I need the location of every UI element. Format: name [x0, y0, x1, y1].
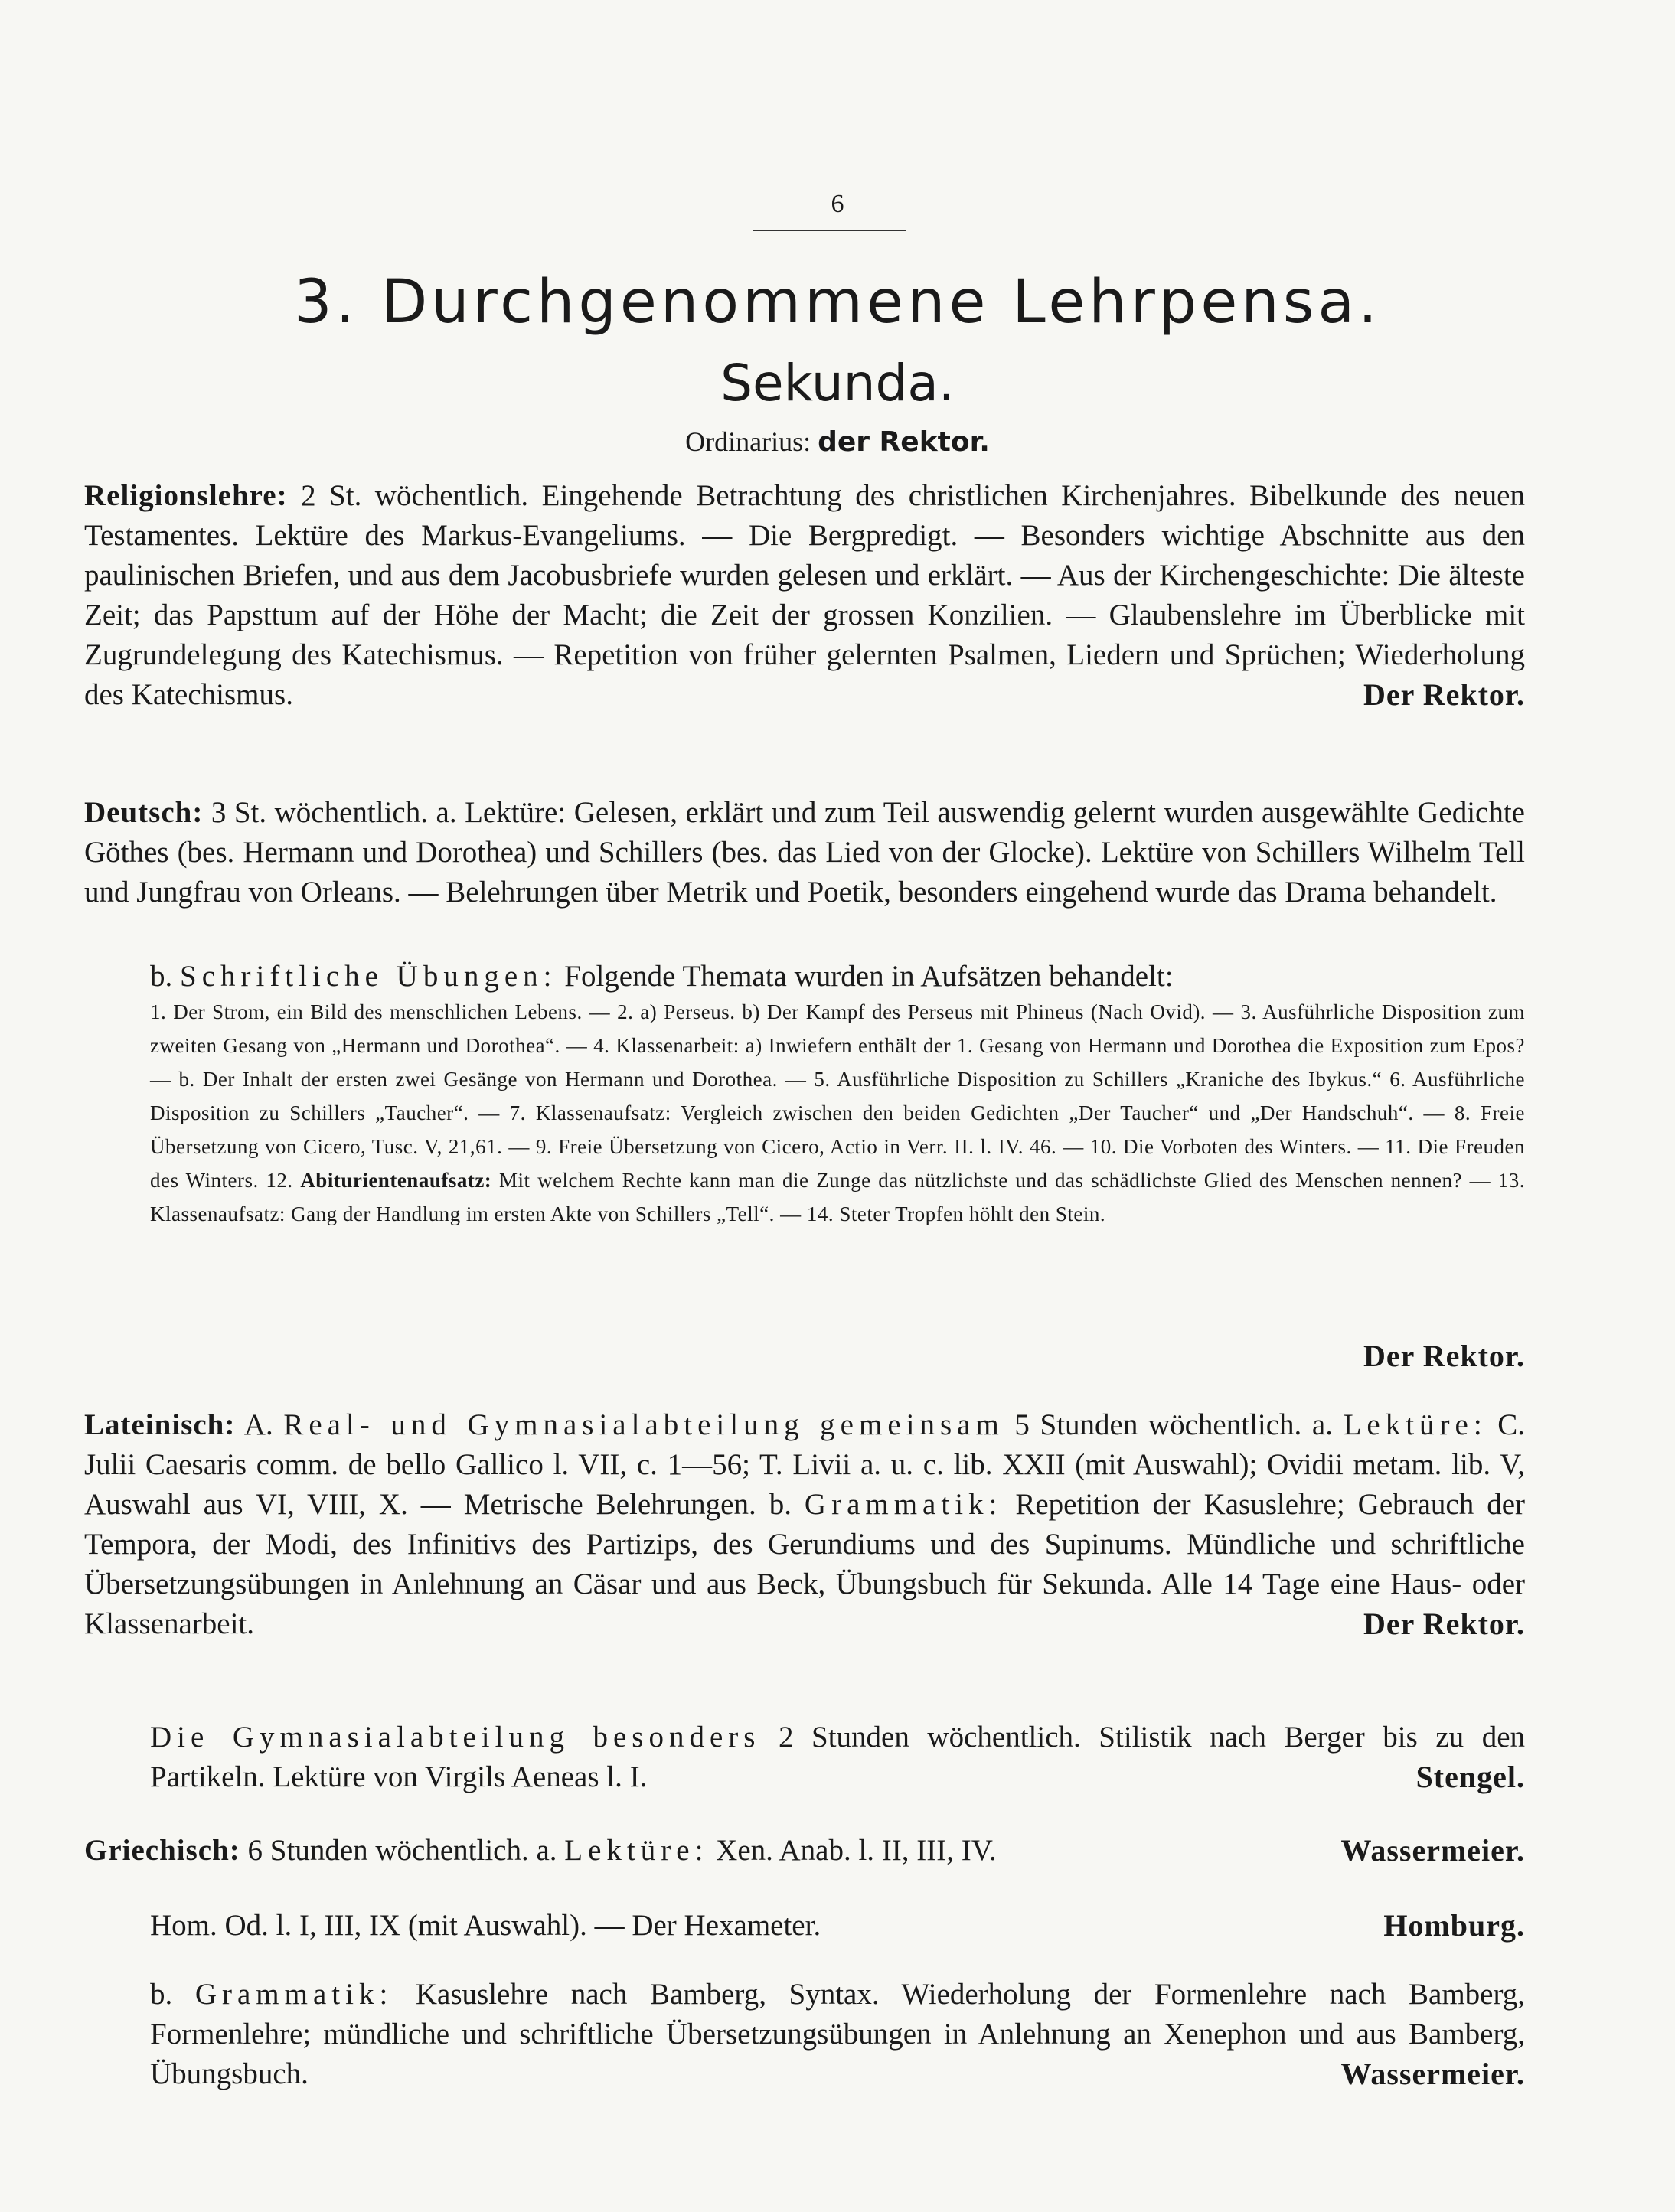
griechisch-line1-rest: Xen. Anab. l. II, III, IV.	[716, 1834, 997, 1867]
ordinarius-line	[0, 426, 1675, 458]
griechisch-line-2	[150, 1906, 1525, 1946]
religion-section	[84, 476, 1525, 715]
page-subtitle: Sekunda.	[720, 354, 955, 413]
deutsch-label: Deutsch:	[84, 796, 204, 829]
latein-a-hours: 5 Stunden wöchentlich.	[1014, 1408, 1302, 1441]
griechisch-gram-prefix: b.	[150, 1978, 173, 2011]
latein-lekt-prefix: a.	[1311, 1408, 1333, 1441]
deutsch-themes	[150, 995, 1525, 1231]
griechisch-grammar	[150, 1975, 1525, 2094]
latein-gram-prefix: b.	[769, 1488, 792, 1521]
deutsch-theme-12-text: Mit welchem Rechte kann man die Zunge das nützlichste und das schädlichste Glied des Menschen nennen? — 13. Klassenaufsatz: Gang der Handlung im ersten Akte von Schillers „Tell“. — 14. Steter Tropfen höhlt den Stein.	[150, 1169, 1526, 1225]
page-title: 3. Durchgenommene Lehrpensa.	[294, 268, 1381, 337]
griechisch-teacher: Wassermeier.	[1340, 2057, 1525, 2091]
ordinarius-label: Ordinarius:	[685, 426, 811, 457]
deutsch-themes-1-11: 1. Der Strom, ein Bild des menschlichen Lebens. — 2. a) Perseus. b) Der Kampf des Perseus mit Phineus (Nach Ovid). — 3. Ausführliche Disposition zum zweiten Gesang von „Hermann und Dorothea“. — 4. Klassenarbeit: a) Inwiefern enthält der 1. Gesang von Hermann und Dorothea die Exposition zum Epos? — b. Der Inhalt der ersten zwei Gesänge von Hermann und Dorothea. — 5. Ausführliche Disposition zu Schillers „Kraniche des Ibykus.“ 6. Ausführliche Disposition zu Schillers „Taucher“. — 7. Klassenaufsatz: Vergleich zwischen den beiden Gedichten „Der Taucher“ und „Der Handschuh“. — 8. Freie Übersetzung von Cicero, Tusc. V, 21,61. — 9. Freie Übersetzung von Cicero, Actio in Verr. II. l. IV. 46. — 10. Die Vorboten des Winters. — 11. Die Freuden des Winters.	[150, 1000, 1525, 1192]
religion-teacher: Der Rektor.	[1363, 677, 1525, 712]
latein-a-spaced: Real- und Gymnasialabteilung gemeinsam	[283, 1408, 1004, 1441]
deutsch-b-text: Folgende Themata wurden in Aufsätzen behandelt:	[564, 960, 1174, 993]
deutsch-section	[84, 793, 1525, 912]
griechisch-line1-teacher: Wassermeier.	[1340, 1833, 1525, 1868]
griechisch-line2-teacher: Homburg.	[1383, 1908, 1525, 1943]
griechisch-label: Griechisch:	[84, 1834, 240, 1867]
latein-gym-text: 2 Stunden wöchentlich. Stilistik nach Berger bis zu den Partikeln. Lektüre von Virgils Aeneas l. I.	[150, 1721, 1526, 1793]
page-number: 6	[831, 190, 844, 218]
religion-text: 2 St. wöchentlich. Eingehende Betrachtung des christlichen Kirchenjahres. Bibelkunde des neuen Testamentes. Lektüre des Markus-Evangeliums. — Die Bergpredigt. — Besonders wichtige Abschnitte aus den paulinischen Briefen, und aus dem Jacobusbriefe wurden gelesen und erklärt. — Aus der Kirchengeschichte: Die älteste Zeit; das Papsttum auf der Höhe der Macht; die Zeit der grossen Konzilien. — Glaubenslehre im Überblicke mit Zugrundelegung des Katechismus. — Repetition von früher gelernten Psalmen, Liedern und Sprüchen; Wiederholung des Katechismus.	[84, 479, 1525, 711]
religion-label: Religionslehre:	[84, 479, 288, 512]
latein-gym-section	[150, 1718, 1525, 1797]
deutsch-written	[150, 957, 1525, 997]
latein-teacher: Der Rektor.	[1363, 1607, 1525, 1641]
griechisch-gram-label: Grammatik:	[194, 1978, 393, 2011]
latein-section	[84, 1405, 1525, 1644]
ordinarius-name: der Rektor.	[818, 426, 990, 458]
deutsch-teacher: Der Rektor.	[1363, 1339, 1525, 1373]
deutsch-theme-12-label: Abiturientenaufsatz:	[300, 1169, 492, 1192]
latein-a-intro: A.	[243, 1408, 273, 1441]
latein-gram-text: Repetition der Kasuslehre; Gebrauch der Tempora, der Modi, des Infinitivs des Partizips, des Gerundiums und des Supinums. Mündliche und schriftliche Übersetzungsübungen in Anlehnung an Cäsar und aus Beck, Übungsbuch für Sekunda. Alle 14 Tage eine Haus- oder Klassenarbeit.	[84, 1488, 1526, 1640]
deutsch-b-prefix: b.	[150, 960, 173, 993]
deutsch-theme-12-prefix: 12.	[266, 1169, 293, 1192]
latein-label: Lateinisch:	[84, 1408, 236, 1441]
griechisch-line1-text: 6 Stunden wöchentlich. a.	[247, 1834, 557, 1867]
deutsch-text-a: 3 St. wöchentlich. a. Lektüre: Gelesen, erklärt und zum Teil auswendig gelernt wurden ausgewählte Gedichte Göthes (bes. Hermann und Dorothea) und Schillers (bes. das Lied von der Glocke). Lektüre von Schillers Wilhelm Tell und Jungfrau von Orleans. — Belehrungen über Metrik und Poetik, besonders eingehend wurde das Drama behandelt.	[84, 796, 1525, 909]
latein-gram-label: Grammatik:	[804, 1488, 1003, 1521]
griechisch-gram-text: Kasuslehre nach Bamberg, Syntax. Wiederholung der Formenlehre nach Bamberg, Formenlehre; mündliche und schriftliche Übersetzungsübungen in Anlehnung an Xenephon und aus Bamberg, Übungsbuch.	[150, 1978, 1526, 2090]
latein-gym-spaced: Die Gymnasialabteilung besonders	[150, 1721, 761, 1754]
latein-lekt-text: C. Julii Caesaris comm. de bello Gallico l. VII, c. 1—56; T. Livii a. u. c. lib. XXII (mit Auswahl); Ovidii metam. lib. V, Auswahl aus VI, VIII, X. — Metrische Belehrungen.	[84, 1408, 1526, 1521]
latein-lekt-label: Lektüre:	[1343, 1408, 1487, 1441]
griechisch-line-1	[84, 1831, 1525, 1871]
griechisch-line2-text: Hom. Od. l. I, III, IX (mit Auswahl). — Der Hexameter.	[150, 1909, 821, 1942]
latein-gym-teacher: Stengel.	[1415, 1760, 1525, 1794]
griechisch-line1-spaced: Lektüre:	[564, 1834, 709, 1867]
deutsch-b-label: Schriftliche Übungen:	[180, 960, 557, 993]
page-number-rule	[753, 230, 906, 231]
